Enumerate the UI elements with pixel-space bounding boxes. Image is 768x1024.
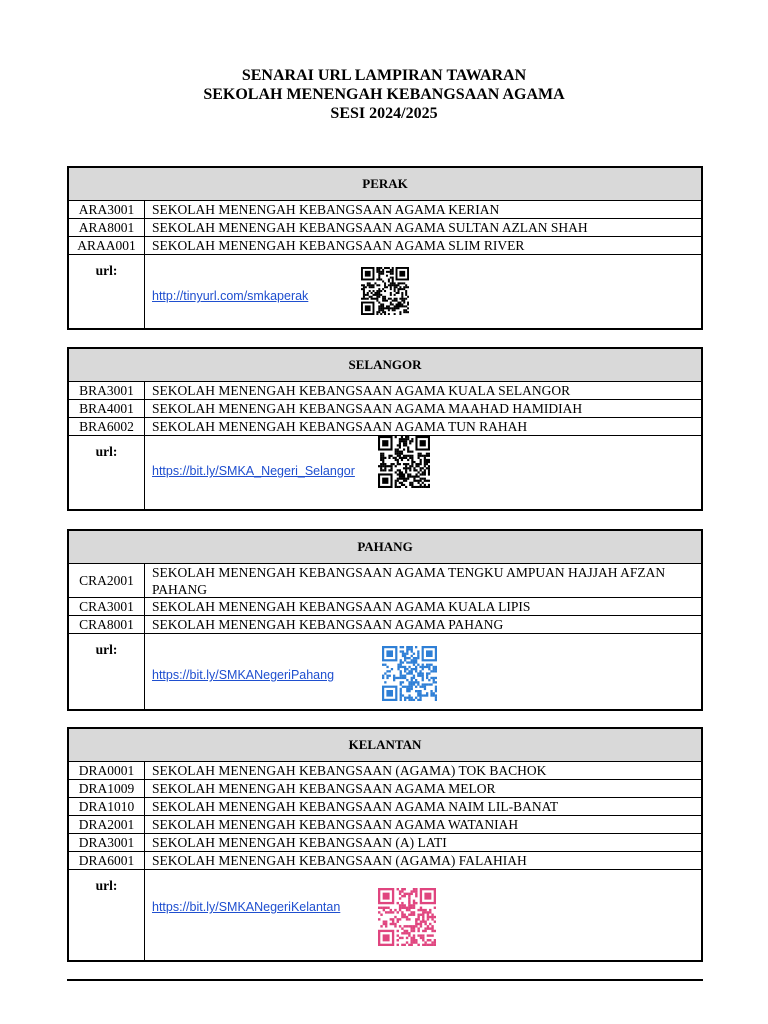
region-header: PAHANG xyxy=(69,531,701,564)
url-cell xyxy=(145,436,701,511)
url-label: url: xyxy=(69,870,145,962)
school-code: ARAA001 xyxy=(69,237,145,254)
url-label: url: xyxy=(69,634,145,711)
school-name: SEKOLAH MENENGAH KEBANGSAAN AGAMA KUALA LIPIS xyxy=(152,599,531,614)
school-name: SEKOLAH MENENGAH KEBANGSAAN AGAMA NAIM LIL-BANAT xyxy=(152,799,559,814)
url-row xyxy=(69,634,701,711)
region-table-perak xyxy=(67,166,703,330)
region-table-kelantan xyxy=(67,727,703,962)
school-code: CRA8001 xyxy=(69,616,145,633)
school-code: BRA6002 xyxy=(69,418,145,435)
school-name: SEKOLAH MENENGAH KEBANGSAAN (AGAMA) TOK BACHOK xyxy=(152,763,547,778)
table-row xyxy=(69,598,701,616)
region-url-link[interactable]: https://bit.ly/SMKA_Negeri_Selangor xyxy=(152,464,355,478)
region-table-selangor xyxy=(67,347,703,511)
title-line-2: SEKOLAH MENENGAH KEBANGSAAN AGAMA xyxy=(203,86,565,103)
school-name: SEKOLAH MENENGAH KEBANGSAAN AGAMA KUALA SELANGOR xyxy=(152,383,571,398)
school-code: ARA3001 xyxy=(69,201,145,218)
school-code: ARA8001 xyxy=(69,219,145,236)
school-name: SEKOLAH MENENGAH KEBANGSAAN AGAMA WATANIAH xyxy=(152,817,519,832)
url-cell xyxy=(145,870,701,962)
qr-code-icon xyxy=(361,267,409,315)
table-row xyxy=(69,616,701,634)
table-row xyxy=(69,834,701,852)
region-header: PERAK xyxy=(69,168,701,201)
table-row xyxy=(69,382,701,400)
school-name: SEKOLAH MENENGAH KEBANGSAAN AGAMA PAHANG xyxy=(152,617,504,632)
bottom-divider xyxy=(67,979,703,981)
table-row xyxy=(69,564,701,598)
url-label: url: xyxy=(69,255,145,330)
school-code: DRA1010 xyxy=(69,798,145,815)
table-row xyxy=(69,852,701,870)
url-row xyxy=(69,436,701,511)
school-code: BRA3001 xyxy=(69,382,145,399)
qr-code-icon xyxy=(378,888,436,946)
school-name: SEKOLAH MENENGAH KEBANGSAAN AGAMA SLIM RIVER xyxy=(152,238,525,253)
school-code: DRA2001 xyxy=(69,816,145,833)
school-name: SEKOLAH MENENGAH KEBANGSAAN AGAMA KERIAN xyxy=(152,202,500,217)
url-row xyxy=(69,255,701,330)
school-code: BRA4001 xyxy=(69,400,145,417)
school-code: CRA2001 xyxy=(69,564,145,597)
table-row xyxy=(69,400,701,418)
document-title xyxy=(0,66,768,123)
school-name: SEKOLAH MENENGAH KEBANGSAAN (AGAMA) FALAHIAH xyxy=(152,853,527,868)
school-name: SEKOLAH MENENGAH KEBANGSAAN AGAMA MELOR xyxy=(152,781,496,796)
table-row xyxy=(69,780,701,798)
title-line-1: SENARAI URL LAMPIRAN TAWARAN xyxy=(241,67,527,84)
qr-code-icon xyxy=(382,646,437,701)
region-url-link[interactable]: http://tinyurl.com/smkaperak xyxy=(152,289,309,303)
school-name: SEKOLAH MENENGAH KEBANGSAAN AGAMA TENGKU AMPUAN HAJJAH AFZAN PAHANG xyxy=(152,565,666,597)
region-header: KELANTAN xyxy=(69,729,701,762)
qr-code-icon xyxy=(378,436,430,488)
school-code: DRA6001 xyxy=(69,852,145,869)
title-line-3: SESI 2024/2025 xyxy=(330,105,438,122)
school-code: CRA3001 xyxy=(69,598,145,615)
school-name: SEKOLAH MENENGAH KEBANGSAAN AGAMA TUN RAHAH xyxy=(152,419,528,434)
table-row xyxy=(69,219,701,237)
region-header: SELANGOR xyxy=(69,349,701,382)
url-label: url: xyxy=(69,436,145,511)
table-row xyxy=(69,816,701,834)
region-url-link[interactable]: https://bit.ly/SMKANegeriPahang xyxy=(152,668,335,682)
url-cell xyxy=(145,634,701,711)
school-code: DRA1009 xyxy=(69,780,145,797)
region-table-pahang xyxy=(67,529,703,711)
region-url-link[interactable]: https://bit.ly/SMKANegeriKelantan xyxy=(152,900,341,914)
school-name: SEKOLAH MENENGAH KEBANGSAAN (A) LATI xyxy=(152,835,447,850)
table-row xyxy=(69,762,701,780)
school-code: DRA0001 xyxy=(69,762,145,779)
url-row xyxy=(69,870,701,962)
table-row xyxy=(69,798,701,816)
url-cell xyxy=(145,255,701,330)
table-row xyxy=(69,201,701,219)
school-name: SEKOLAH MENENGAH KEBANGSAAN AGAMA SULTAN AZLAN SHAH xyxy=(152,220,588,235)
school-name: SEKOLAH MENENGAH KEBANGSAAN AGAMA MAAHAD HAMIDIAH xyxy=(152,401,583,416)
school-code: DRA3001 xyxy=(69,834,145,851)
table-row xyxy=(69,237,701,255)
table-row xyxy=(69,418,701,436)
